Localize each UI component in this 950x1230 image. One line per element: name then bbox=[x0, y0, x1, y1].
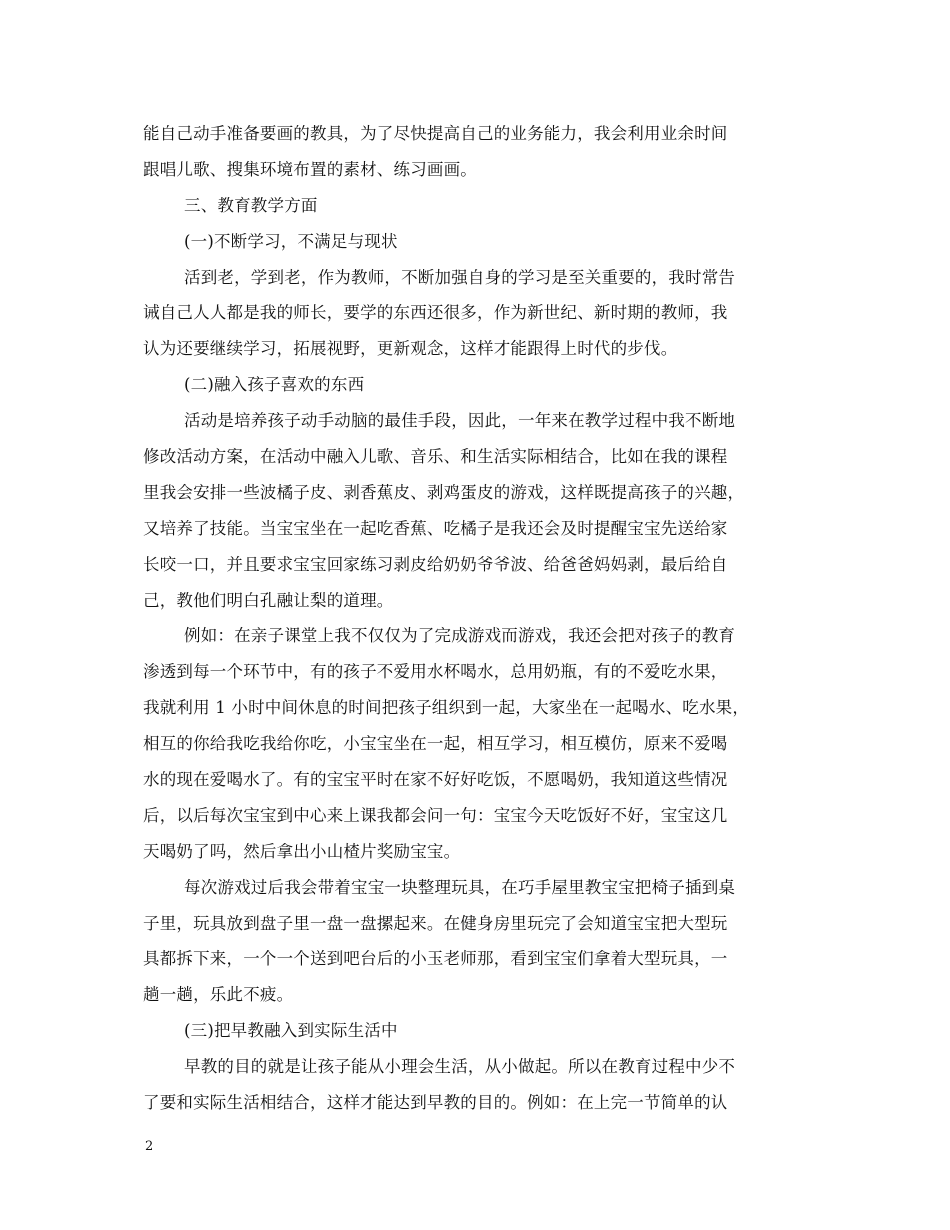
text-line: 里我会安排一些波橘子皮、剥香蕉皮、剥鸡蛋皮的游戏，这样既提高孩子的兴趣， bbox=[143, 482, 745, 502]
text-line: 能自己动手准备要画的教具，为了尽快提高自己的业务能力，我会利用业余时间 bbox=[143, 124, 728, 143]
text-line: 渗透到每一个环节中，有的孩子不爱用水杯喝水，总用奶瓶，有的不爱吃水果， bbox=[143, 662, 728, 682]
text-line: 己，教他们明白孔融让梨的道理。 bbox=[143, 590, 394, 610]
text-line: 活到老，学到老，作为教师，不断加强自身的学习是至关重要的，我时常告 bbox=[184, 267, 736, 287]
text-line: 修改活动方案，在活动中融入儿歌、音乐、和生活实际相结合，比如在我的课程 bbox=[143, 447, 728, 467]
subsection-heading: (三)把早教融入到实际生活中 bbox=[184, 1021, 398, 1041]
text-line: 例如：在亲子课堂上我不仅仅为了完成游戏而游戏，我还会把对孩子的教育 bbox=[184, 626, 736, 646]
text-line: 后，以后每次宝宝到中心来上课我都会问一句：宝宝今天吃饭好不好，宝宝这几 bbox=[143, 805, 728, 825]
section-heading: 三、教育教学方面 bbox=[184, 195, 318, 215]
text-line: 我就利用 1 小时中间休息的时间把孩子组织到一起，大家坐在一起喝水、吃水果， bbox=[143, 698, 750, 718]
page-number: 2 bbox=[145, 1139, 154, 1154]
text-line: 相互的你给我吃我给你吃，小宝宝坐在一起，相互学习，相互模仿，原来不爱喝 bbox=[143, 734, 728, 754]
text-line: 具都拆下来，一个一个送到吧台后的小玉老师那，看到宝宝们拿着大型玩具，一 bbox=[143, 949, 728, 969]
text-line: 趟一趟，乐此不疲。 bbox=[143, 985, 294, 1005]
text-line: 了要和实际生活相结合，这样才能达到早教的目的。例如：在上完一节简单的认 bbox=[143, 1093, 728, 1113]
text-line: 活动是培养孩子动手动脑的最佳手段，因此，一年来在教学过程中我不断地 bbox=[184, 411, 736, 431]
text-line: 诫自己人人都是我的师长，要学的东西还很多，作为新世纪、新时期的教师，我 bbox=[143, 303, 728, 323]
text-line: 跟唱儿歌、搜集环境布置的素材、练习画画。 bbox=[143, 159, 477, 179]
text-line: 子里，玩具放到盘子里一盘一盘摞起来。在健身房里玩完了会知道宝宝把大型玩 bbox=[143, 913, 728, 933]
body-text bbox=[143, 116, 805, 1121]
text-line: 长咬一口，并且要求宝宝回家练习剥皮给奶奶爷爷波、给爸爸妈妈剥，最后给自 bbox=[143, 554, 728, 574]
text-line: 天喝奶了吗，然后拿出小山楂片奖励宝宝。 bbox=[143, 841, 461, 861]
text-line: 又培养了技能。当宝宝坐在一起吃香蕉、吃橘子是我还会及时提醒宝宝先送给家 bbox=[143, 518, 728, 538]
text-line: 认为还要继续学习，拓展视野，更新观念，这样才能跟得上时代的步伐。 bbox=[143, 339, 678, 359]
text-line: 水的现在爱喝水了。有的宝宝平时在家不好好吃饭，不愿喝奶，我知道这些情况 bbox=[143, 770, 728, 790]
subsection-heading: (一)不断学习，不满足与现状 bbox=[184, 231, 398, 251]
text-line: 早教的目的就是让孩子能从小理会生活，从小做起。所以在教育过程中少不 bbox=[184, 1057, 736, 1077]
subsection-heading: (二)融入孩子喜欢的东西 bbox=[184, 375, 365, 395]
text-line: 每次游戏过后我会带着宝宝一块整理玩具，在巧手屋里教宝宝把椅子插到桌 bbox=[184, 877, 736, 897]
